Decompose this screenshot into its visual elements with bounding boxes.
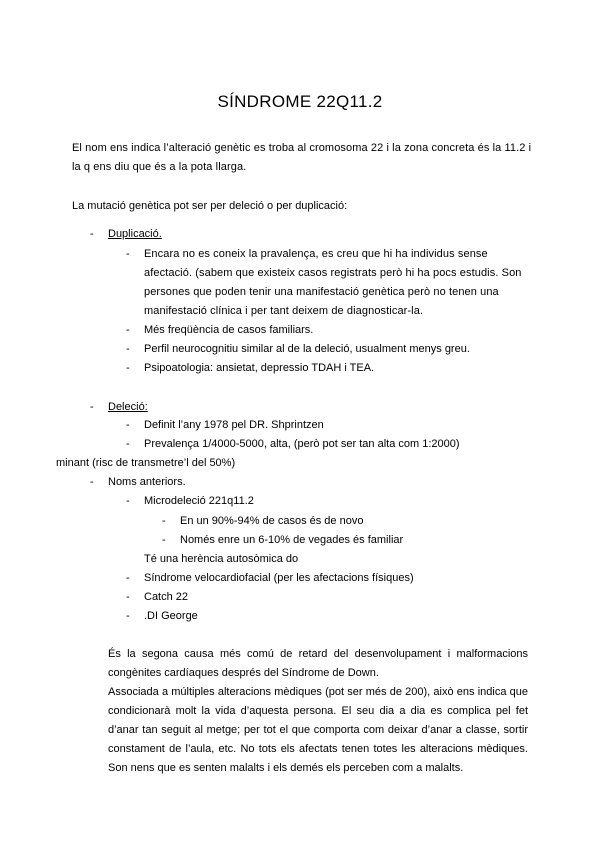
page-title: SÍNDROME 22Q11.2 — [217, 92, 383, 111]
name-item: Síndrome velocardiofacial (per les afectacions físiques) — [144, 572, 414, 584]
micro-subitem: En un 90%-94% de casos és de novo — [180, 515, 364, 527]
list-dash: - — [126, 324, 130, 336]
name-item: .DI George — [144, 610, 198, 622]
list-dash: - — [162, 534, 166, 546]
list-dash: - — [126, 572, 130, 584]
list-dash: - — [126, 591, 130, 603]
name-item: Catch 22 — [144, 591, 189, 603]
list-dash: - — [126, 610, 130, 622]
closing-paragraph-2: Associada a múltiples alteracions mèdiques (pot ser més de 200), això ens indica que condicionarà molt la vida d’aquesta persona. El seu dia a dia es complica pel fet d’anar tan seguit al metge; per tot el que comporta com deixar d’anar a classe, sortir constament de l’aula, etc. No tots els afectats tenen totes les alteracions mèdiques. Son nens que es senten malalts i els demés els perceben com a malalts. — [108, 686, 528, 774]
deletion-item: Prevalença 1/4000-5000, alta, (però pot ser tan alta com 1:2000) — [144, 438, 460, 450]
duplication-item: Psipoatologia: ansietat, depressio TDAH i TEA. — [144, 362, 375, 374]
list-dash: - — [90, 401, 94, 413]
list-dash: - — [126, 343, 130, 355]
duplication-item: Perfil neurocognitiu similar al de la deleció, usualment menys greu. — [144, 343, 470, 355]
deletion-item: Definit l’any 1978 pel DR. Shprintzen — [144, 419, 324, 431]
duplication-heading: Duplicació. — [108, 228, 162, 240]
duplication-item: Encara no es coneix la pravalença, es creu que hi ha individus sense afectació. (sabem que existeix casos registrats però hi ha pocs estudis. Son persones que poden tenir una manifestació genètica però no tenen una manifestació clínica i per tant deixem de diagnosticar-la. — [144, 248, 522, 317]
list-dash: - — [90, 228, 94, 240]
inheritance-line: Té una herència autosòmica do — [144, 553, 299, 565]
former-names-label: Noms anteriors. — [108, 476, 186, 488]
micro-subitem: Només enre un 6-10% de vegades és familiar — [180, 534, 404, 546]
list-dash: - — [126, 362, 130, 374]
list-dash: - — [126, 438, 130, 450]
microdeletion-item: Microdeleció 221q11.2 — [144, 495, 254, 507]
list-dash: - — [126, 495, 130, 507]
intro-paragraph: El nom ens indica l’alteració genètic es troba al cromosoma 22 i la zona concreta és la 11.2 i la q ens diu que és a la pota llarga. — [72, 142, 532, 173]
mutation-intro: La mutació genètica pot ser per deleció o per duplicació: — [72, 200, 348, 212]
list-dash: - — [126, 248, 130, 260]
deletion-heading: Deleció: — [108, 401, 148, 413]
closing-paragraph-1: És la segona causa més comú de retard del desenvolupament i malformacions congènites cardíaques després del Síndrome de Down. — [108, 648, 528, 679]
list-dash: - — [162, 515, 166, 527]
duplication-item: Més freqüència de casos familiars. — [144, 324, 314, 336]
list-dash: - — [90, 476, 94, 488]
overflow-line: minant (risc de transmetre’l del 50%) — [56, 457, 236, 469]
list-dash: - — [126, 419, 130, 431]
